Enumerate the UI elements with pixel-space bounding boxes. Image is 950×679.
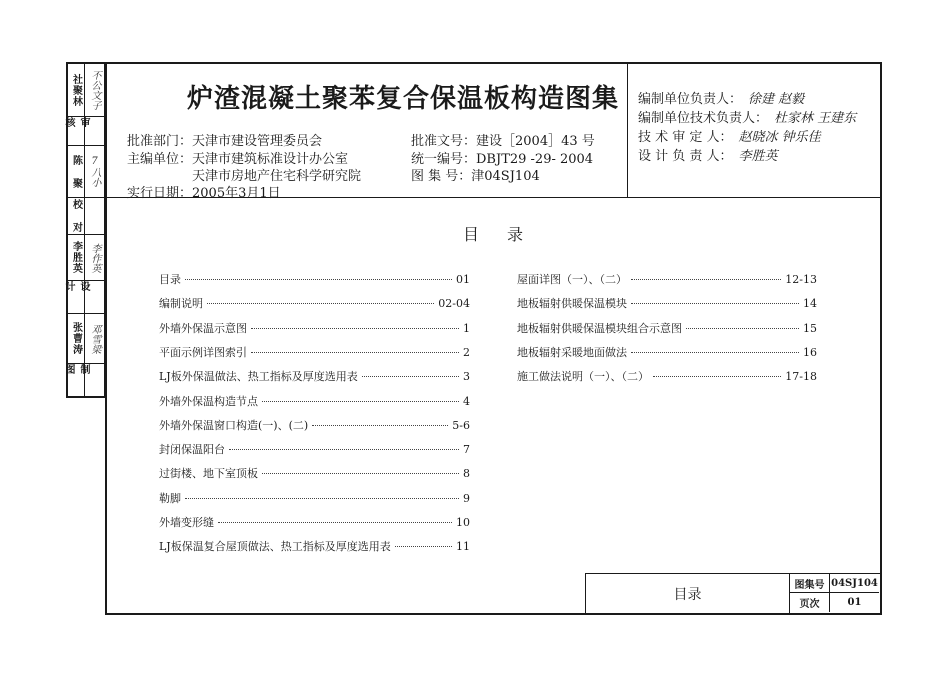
approval-signature: 7八小 xyxy=(89,156,100,187)
toc-item-label: 目录 xyxy=(159,273,181,286)
approval-role: 校 对 xyxy=(68,198,85,234)
toc-item-page: 02-04 xyxy=(438,297,470,311)
toc-title: 目录 xyxy=(463,225,552,244)
approval-role: 社聚林 xyxy=(68,64,85,116)
approve-number: 批准文号：建设［2004］43 号 xyxy=(411,134,595,149)
toc-item-label: 编制说明 xyxy=(159,297,203,311)
approval-role: 陈 聚 xyxy=(68,146,85,197)
approval-cell xyxy=(68,314,104,364)
approval-signature xyxy=(85,281,104,313)
toc-leader-dots xyxy=(262,473,459,474)
toc-leader-dots xyxy=(362,376,459,377)
responsible-role: 设 计 负 责 人： xyxy=(638,149,733,164)
toc-item-page: 4 xyxy=(463,394,470,408)
toc-item[interactable] xyxy=(159,514,470,530)
toc-item-page: 01 xyxy=(456,273,470,286)
effective-date: 实行日期：2005年3月1日 xyxy=(127,186,281,201)
responsible-signature: 杜家林 王建东 xyxy=(774,111,857,126)
atlas-no-label: 图集号 xyxy=(790,574,830,593)
toc-leader-dots xyxy=(631,279,781,280)
approval-cell xyxy=(63,281,104,314)
page-no-value: 01 xyxy=(847,597,862,608)
approval-signature: 不公文子 xyxy=(89,70,100,110)
approval-cell xyxy=(68,235,104,281)
editor-unit: 主编单位：天津市建筑标准设计办公室 xyxy=(127,152,349,167)
toc-item-page: 11 xyxy=(456,540,470,554)
title-block xyxy=(585,573,880,613)
approval-cell xyxy=(68,146,104,198)
approval-role: 李胜英 xyxy=(68,235,85,280)
page-no-label: 页次 xyxy=(790,593,830,612)
toc-item-page: 1 xyxy=(463,321,470,335)
toc-item-label: 平面示例详图索引 xyxy=(159,345,247,359)
toc-item-label: 屋面详图（一）、（二） xyxy=(517,273,627,286)
toc-leader-dots xyxy=(262,401,459,402)
toc-item-page: 2 xyxy=(463,345,470,359)
toc-item-label: 地板辐射供暖保温模块组合示意图 xyxy=(517,321,682,335)
toc-item-page: 14 xyxy=(803,297,817,311)
toc-item[interactable] xyxy=(159,538,470,554)
approval-signature xyxy=(85,364,104,396)
toc-item[interactable] xyxy=(159,295,470,311)
toc-leader-dots xyxy=(185,279,452,280)
toc-leader-dots xyxy=(207,303,434,304)
toc-item[interactable] xyxy=(517,320,817,336)
toc-item-page: 17-18 xyxy=(785,370,817,384)
toc-leader-dots xyxy=(251,352,459,353)
responsible-signature: 赵晓冰 钟乐佳 xyxy=(738,130,821,145)
toc-item-label: 外墙外保温示意图 xyxy=(159,321,247,335)
atlas-number: 图 集 号：津04SJ104 xyxy=(411,169,540,184)
toc-leader-dots xyxy=(395,546,452,547)
approval-cell xyxy=(68,198,104,235)
toc-item-page: 3 xyxy=(463,370,470,384)
responsibles-panel xyxy=(627,64,880,197)
toc-item-page: 8 xyxy=(463,467,470,481)
toc-item[interactable] xyxy=(159,441,470,457)
responsible-role: 编制单位负责人： xyxy=(638,92,743,107)
toc-item[interactable] xyxy=(159,368,470,384)
responsible-row xyxy=(638,126,821,145)
approval-cell xyxy=(63,364,104,396)
approval-role: 审 核 xyxy=(68,117,85,145)
toc-item[interactable] xyxy=(159,417,470,433)
editor-unit-2: 天津市房地产住宅科学研究院 xyxy=(192,169,362,184)
toc-item-label: 地板辐射采暖地面做法 xyxy=(517,345,627,359)
approval-cell xyxy=(63,117,104,146)
responsible-row xyxy=(638,107,856,126)
approval-cell xyxy=(68,64,104,117)
approval-signature: 邓雪梁 xyxy=(89,323,100,354)
approval-signature xyxy=(85,117,104,145)
toc-item[interactable] xyxy=(517,344,817,360)
approval-signature xyxy=(85,198,104,234)
responsible-role: 技 术 审 定 人： xyxy=(638,130,733,145)
toc-leader-dots xyxy=(251,328,459,329)
toc-item[interactable] xyxy=(159,393,470,409)
toc-item-page: 5-6 xyxy=(452,418,470,432)
unified-number: 统一编号：DBJT29 -29- 2004 xyxy=(411,152,594,167)
toc-item-label: LJ板保温复合屋顶做法、热工指标及厚度选用表 xyxy=(159,540,391,554)
toc-item-label: 勒脚 xyxy=(159,491,181,505)
toc-item-label: 地板辐射供暖保温模块 xyxy=(517,297,627,311)
approval-role: 张曹涛 xyxy=(68,314,85,363)
page-title: 炉渣混凝土聚苯复合保温板构造图集 xyxy=(187,84,620,114)
responsible-row xyxy=(638,145,778,164)
toc-item-label: 过街楼、地下室顶板 xyxy=(159,467,258,481)
toc-leader-dots xyxy=(653,376,781,377)
toc-leader-dots xyxy=(185,498,459,499)
toc-item-page: 15 xyxy=(803,321,817,335)
toc-item-label: LJ板外保温做法、热工指标及厚度选用表 xyxy=(159,370,358,384)
approval-role: 设 计 xyxy=(68,281,85,313)
toc-item[interactable] xyxy=(159,465,470,481)
approval-signature: 李作英 xyxy=(89,242,100,273)
toc-item-page: 16 xyxy=(803,345,817,359)
toc-item[interactable] xyxy=(517,295,817,311)
toc-item-page: 9 xyxy=(463,491,470,505)
header xyxy=(107,64,880,201)
toc-item[interactable] xyxy=(159,320,470,336)
toc-leader-dots xyxy=(218,522,452,523)
responsible-row xyxy=(638,88,804,107)
toc-item-page: 12-13 xyxy=(785,273,817,286)
toc-leader-dots xyxy=(631,352,799,353)
toc-item-page: 7 xyxy=(463,443,470,457)
toc-item-label: 施工做法说明（一）、（二） xyxy=(517,370,649,384)
toc-item-label: 外墙外保温构造节点 xyxy=(159,394,258,408)
toc-item-label: 封闭保温阳台 xyxy=(159,443,225,457)
approval-role: 制 图 xyxy=(68,364,85,396)
toc-item-label: 外墙外保温窗口构造(一)、(二) xyxy=(159,418,309,432)
drawing-frame xyxy=(105,62,882,615)
toc-leader-dots xyxy=(631,303,799,304)
approve-dept: 批准部门：天津市建设管理委员会 xyxy=(127,134,323,149)
atlas-no-value: 04SJ104 xyxy=(830,574,879,593)
toc-leader-dots xyxy=(686,328,799,329)
toc-leader-dots xyxy=(229,449,459,450)
title-block-name: 目录 xyxy=(586,574,790,613)
toc-item-page: 10 xyxy=(456,516,470,529)
toc-item[interactable] xyxy=(517,368,817,384)
toc-item[interactable] xyxy=(159,344,470,360)
toc-item[interactable] xyxy=(517,271,817,287)
toc-item-label: 外墙变形缝 xyxy=(159,516,214,529)
toc-leader-dots xyxy=(312,425,448,426)
toc-item[interactable] xyxy=(159,490,470,506)
responsible-signature: 李胜英 xyxy=(738,149,778,164)
responsible-signature: 徐建 赵毅 xyxy=(748,92,805,107)
responsible-role: 编制单位技术负责人： xyxy=(638,111,769,126)
approval-strip xyxy=(63,62,106,398)
toc-item[interactable] xyxy=(159,271,470,287)
